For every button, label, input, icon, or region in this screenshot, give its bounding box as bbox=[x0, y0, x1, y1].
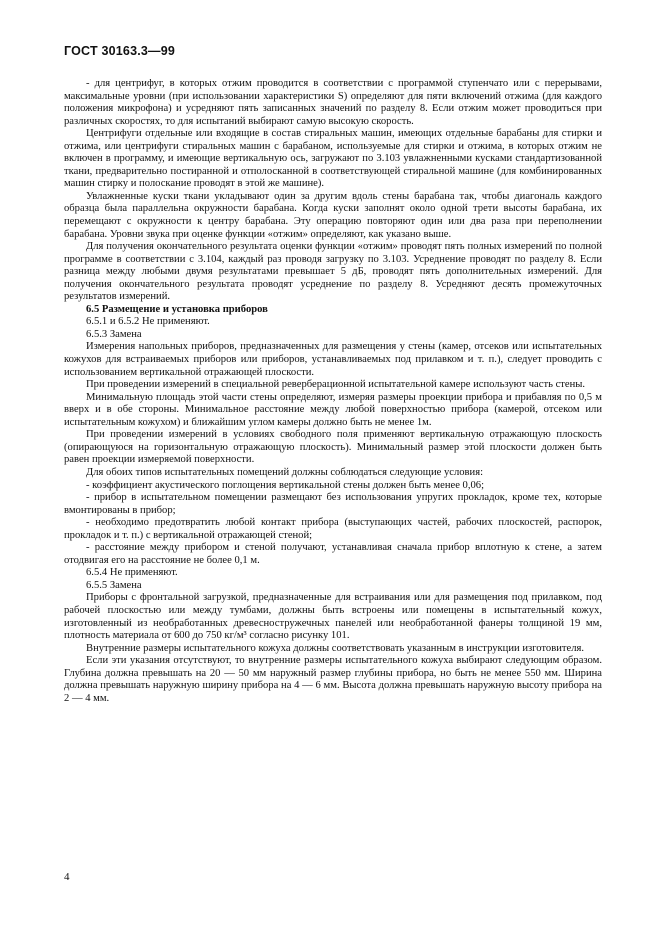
paragraph: Для получения окончательного результата оценки функции «отжим» проводят пять полных измерений по полной программе в соответствии с 3.104, каждый раз проводя загрузку по 3.103. Усреднение проводят по разделу 8. Если разница между любыми двумя результатами превышает 5 дБ, проводят пять дополнительных измерений. Для получения окончательного результата проводят усреднение по разделу 8. Усредняют десять промежуточных результатов измерений. bbox=[64, 241, 602, 303]
list-item: - коэффициент акустического поглощения вертикальной стены должен быть менее 0,06; bbox=[86, 479, 485, 491]
paragraph: 6.5.1 и 6.5.2 Не применяют. bbox=[86, 316, 210, 328]
list-item: - расстояние между прибором и стеной получают, устанавливая сначала прибор вплотную к стене, а затем отодвигая его на расстояние не более 0,1 м. bbox=[64, 542, 602, 566]
paragraph: Измерения напольных приборов, предназначенных для размещения у стены (камер, отсеков или испытательных кожухов для встраиваемых приборов или приборов, устанавливаемых под прилавком и т. п.), следует проводить с использованием вертикальной отражающей плоскости. bbox=[64, 341, 602, 378]
paragraph: 6.5.4 Не применяют. bbox=[86, 567, 178, 579]
subsection-heading: 6.5.5 Замена bbox=[86, 579, 142, 591]
paragraph: Приборы с фронтальной загрузкой, предназначенные для встраивания или для размещения под прилавком, под рабочей плоскостью или между тумбами, должны быть встроены или помещены в испытательный кожух, изготовленный из необработанных древесностружечных панелей или необработанной фанеры толщиной 19 мм, плотность материала от 600 до 750 кг/м³ согласно рисунку 101. bbox=[64, 592, 602, 642]
subsection-heading: 6.5.3 Замена bbox=[86, 328, 142, 340]
paragraph: Для обоих типов испытательных помещений должны соблюдаться следующие условия: bbox=[86, 466, 484, 478]
paragraph: Минимальную площадь этой части стены определяют, измеряя размеры проекции прибора и прибавляя по 0,5 м вверх и в обе стороны. Минимальное расстояние между любой поверхностью прибора (камерой, отсеком или испытательным кожухом) и ближайшим углом камеры должно быть не менее 1м. bbox=[64, 391, 602, 428]
document-body bbox=[64, 78, 602, 705]
list-item: - прибор в испытательном помещении размещают без использования упругих прокладок, кроме тех, которые вмонтированы в прибор; bbox=[64, 492, 602, 516]
page-number: 4 bbox=[64, 871, 70, 883]
paragraph: Внутренние размеры испытательного кожуха должны соответствовать указанным в инструкции изготовителя. bbox=[86, 642, 585, 654]
section-heading: 6.5 Размещение и установка приборов bbox=[86, 303, 268, 315]
paragraph: Центрифуги отдельные или входящие в состав стиральных машин, имеющих отдельные барабаны для стирки и отжима, или центрифуги стиральных машин с барабаном, используемые для стирки и отжима, в которых отжим не включен в программу, и имеющие вертикальную ось, загружают по 3.103 увлажненными кусками стандартизованной ткани, предварительно постиранной и отполосканной в соответствующей стиральной машине (для комбинированных машин стирку и полоскание проводят в этой же машине). bbox=[64, 128, 602, 190]
page-header-title: ГОСТ 30163.3—99 bbox=[64, 44, 176, 58]
list-item: - необходимо предотвратить любой контакт прибора (выступающих частей, рабочих плоскостей, распорок, прокладок и т. п.) с вертикальной отражающей стеной; bbox=[64, 517, 602, 541]
paragraph: При проведении измерений в специальной реверберационной испытательной камере используют часть стены. bbox=[86, 379, 586, 391]
paragraph: - для центрифуг, в которых отжим проводится в соответствии с программой ступенчато или с перерывами, максимальные уровни (при использовании характеристики S) определяют для пяти включений отжима (для каждого положения микрофона) и усредняют пять записанных значений по разделу 8. Если отжим может проводиться при различных скоростях, то для испытаний выбирают самую высокую скорость. bbox=[64, 78, 602, 127]
paragraph: Если эти указания отсутствуют, то внутренние размеры испытательного кожуха выбирают следующим образом. Глубина должна превышать на 20 — 50 мм наружный размер глубины прибора, но быть не менее 550 мм. Ширина должна превышать наружную ширину прибора на 4 — 6 мм. Высота должна превышать наружную высоту прибора на 2 — 4 мм. bbox=[64, 655, 602, 704]
paragraph: При проведении измерений в условиях свободного поля применяют вертикальную отражающую плоскость (опирающуюся на горизонтальную отражающую плоскость). Минимальный размер этой плоскости должен быть равен проекции измеряемой поверхности. bbox=[64, 429, 602, 466]
paragraph: Увлажненные куски ткани укладывают один за другим вдоль стены барабана так, чтобы диагональ каждого образца была параллельна окружности барабана. Когда куски заполнят около одной трети высоты барабана, их перемещают с окружности к центру барабана. Эту операцию повторяют один или два раза при переполнении барабана. Уровни звука при оценке функции «отжим» определяют, как указано выше. bbox=[64, 190, 602, 240]
